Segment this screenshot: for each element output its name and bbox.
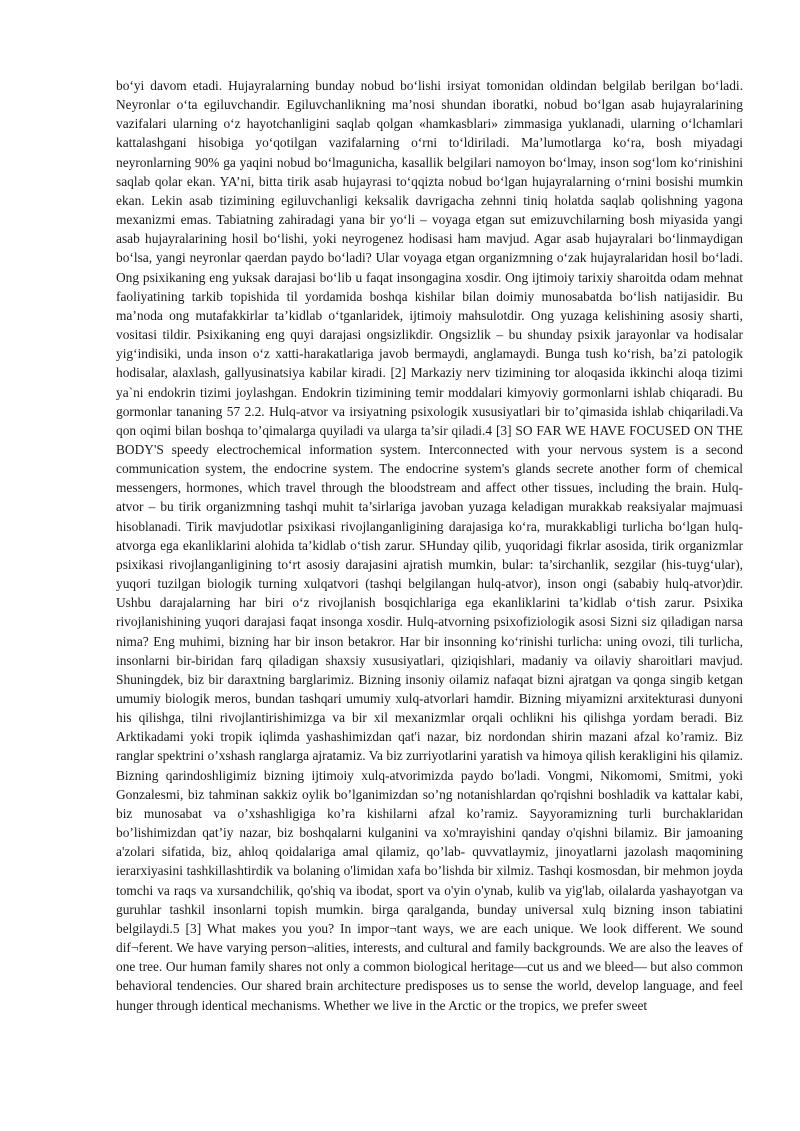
body-paragraph: bo‘yi davom etadi. Hujayralarning bunday nobud bo‘lishi irsiyat tomonidan oldindan belgilab berilgan bo‘ladi. Neyronlar o‘ta egiluvchandir. Egiluvchanlikning ma’nosi shundan iboratki, nobud bo‘lgan asab hujayralarining vazifalari ularning o‘z hayotchanligini saqlab qolgan «hamkasblari» zimmasiga yuklanadi, ularning o‘lchamlari kattalashgani hisobiga yo‘qotilgan vazifalarning o‘rni to‘ldiriladi. Ma’lumotlarga ko‘ra, bosh miyadagi neyronlarning 90% ga yaqini nobud bo‘lmagunicha, kasallik belgilari namoyon bo‘lmay, inson sog‘lom ko‘rinishini saqlab qolar ekan. YA’ni, bitta tirik asab hujayrasi to‘qqizta nobud bo‘lgan hujayralarning o‘rnini bosishi mumkin ekan. Lekin asab tizimining egiluvchanligi keksalik davrigacha zehnni tiniq holatda saqlab qolishning yagona mexanizmi emas. Tabiatning zahiradagi yana bir yo‘li – voyaga etgan sut emizuvchilarning bosh miyasida yangi asab hujayralarining hosil bo‘lishi, yoki neyrogenez hodisasi ham mavjud. Agar asab hujayralari bo‘linmaydigan bo‘lsa, yangi neyronlar qaerdan paydo bo‘ladi? Ular voyaga etgan organizmning o‘zak hujayralaridan hosil bo‘ladi. Ong psixikaning eng yuksak darajasi bo‘lib u faqat insongagina xosdir. Ong ijtimoiy tarixiy sharoitda odam mehnat faoliyatining tarkib topishida til yordamida boshqa kishilar bilan doimiy munosabatda bo‘lish natijasidir. Bu ma’noda ong mutafakkirlar ta’kidlab o‘tganlaridek, ijtimoiy mahsulotdir. Ong yuzaga kelishining asosiy sharti, vositasi tildir. Psixikaning eng quyi darajasi ongsizlikdir. Ongsizlik – bu shunday psixik jarayonlar va hodisalar yig‘indisiki, unda inson o‘z xatti-harakatlariga javob bermaydi, anglamaydi. Bunga tush ko‘rish, ba’zi patologik hodisalar, alaxlash, gallyusinatsiya kabilar kiradi. [2] Markaziy nerv tizimining tor aloqasida ikkinchi aloqa tizimi ya`ni endokrin tizimi joylashgan. Endokrin tizimining temir moddalari kimyoviy gormonlarni ishlab chiqaradi. Bu gormonlar tananing 57 2.2. Hulq-atvor va irsiyatning psixologik xususiyatlari bir to’qimasida ishlab chiqariladi.Va qon oqimi bilan boshqa to’qimalarga quyiladi va ularga ta’sir qiladi.4 [3] SO FAR WE HAVE FOCUSED ON THE BODY'S speedy electrochemical information system. Interconnected with your nervous system is a second communication system, the endocrine system. The endocrine system's glands secrete another form of chemical messengers, hormones, which travel through the bloodstream and affect other tissues, including the brain. Hulq-atvor – bu tirik organizmning tashqi muhit ta’sirlariga javoban yuzaga keladigan murakkab reaksiyalar majmuasi hisoblanadi. Tirik mavjudotlar psixikasi rivojlanganligining darajasiga ko‘ra, murakkabligi turlicha bo‘lgan hulq-atvorga ega ekanliklarini alohida ta’kidlab o‘tish zarur. SHunday qilib, yuqoridagi fikrlar asosida, tirik organizmlar psixikasi rivojlanganligining to‘rt asosiy darajasini ajratish mumkin, bular: ta’sirchanlik, sezgilar (his-tuyg‘ular), yuqori tuzilgan biologik turning xulqatvori (tashqi belgilangan hulq-atvor), inson ongi (sababiy hulq-atvor)dir. Ushbu darajalarning har biri o‘z rivojlanish bosqichlariga ega ekanliklarini ta’kidlab o‘tish zarur. Psixika rivojlanishining yuqori darajasi faqat insonga xosdir. Hulq-atvorning psixofiziologik asosi Sizni siz qiladigan narsa nima? Eng muhimi, bizning har bir inson betakror. Har bir insonning ko‘rinishi turlicha: uning ovozi, tili turlicha, insonlarni bir-biridan farq qiladigan shaxsiy xususiyatlari, qiziqishlari, madaniy va oilaviy sharoitlari mavjud. Shuningdek, biz bir daraxtning barglarimiz. Bizning insoniy oilamiz nafaqat bizni ajratgan va qonga singib ketgan umumiy biologik meros, bundan tashqari umumiy xulq-atvorlari hamdir. Bizning miyamizni arxitekturasi dunyoni his qilishga, tilni rivojlantirishimizga va bir xil mexanizmlar orqali ochlikni his qilishga yordam beradi. Biz Arktikadami yoki tropik iqlimda yashashimizdan qat'i nazar, biz nordondan shirin mazani afzal ko’ramiz. Biz ranglar spektrini o’xshash ranglarga ajratamiz. Va biz zurriyotlarini yaratish va himoya qilish kerakligini his qilamiz. Bizning qarindoshligimiz bizning ijtimoiy xulq-atvorimizda paydo bo'ladi. Vongmi, Nikomomi, Smitmi, yoki Gonzalesmi, biz tahminan sakkiz oylik bo’lganimizdan so’ng notanishlardan qo'rqishni boshladik va kattalar kabi, biz munosabat va o’xshashligiga ko’ra kishilarni afzal ko’ramiz. Sayyoramizning turli burchaklaridan bo’lishimizdan qat’iy nazar, biz boshqalarni kulganini va xo'mrayishini qanday o'qishni bilamiz. Bir jamoaning a'zolari sifatida, biz, ahloq qoidalariga amal qilamiz, qo’lab- quvvatlaymiz, jinoyatlarni jazolash maqomining ierarxiyasini tashkillashtirdik va bolaning o'limidan xafa bo’lishda bir xilmiz. Tashqi kosmosdan, bir mehmon joyda tomchi va raqs va xursandchilik, qo'shiq va ibodat, sport va o'yin o'ynab, kulib va yig'lab, oilalarda yashayotgan va guruhlar tashkil insonlarni topish mumkin. birga qaralganda, bunday universal xulq bizning inson tabiatini belgilaydi.5 [3] What makes you you? In impor¬tant ways, we are each unique. We look different. We sound dif¬ferent. We have varying person¬alities, interests, and cultural and family backgrounds. We are also the leaves of one tree. Our human family shares not only a common biological heritage—cut us and we bleed— but also common behavioral tendencies. Our shared brain architecture predisposes us to sense the world, develop language, and feel hunger through identical mechanisms. Whether we live in the Arctic or the tropics, we prefer sweet (116, 78, 743, 1013)
document-page (116, 76, 743, 1015)
